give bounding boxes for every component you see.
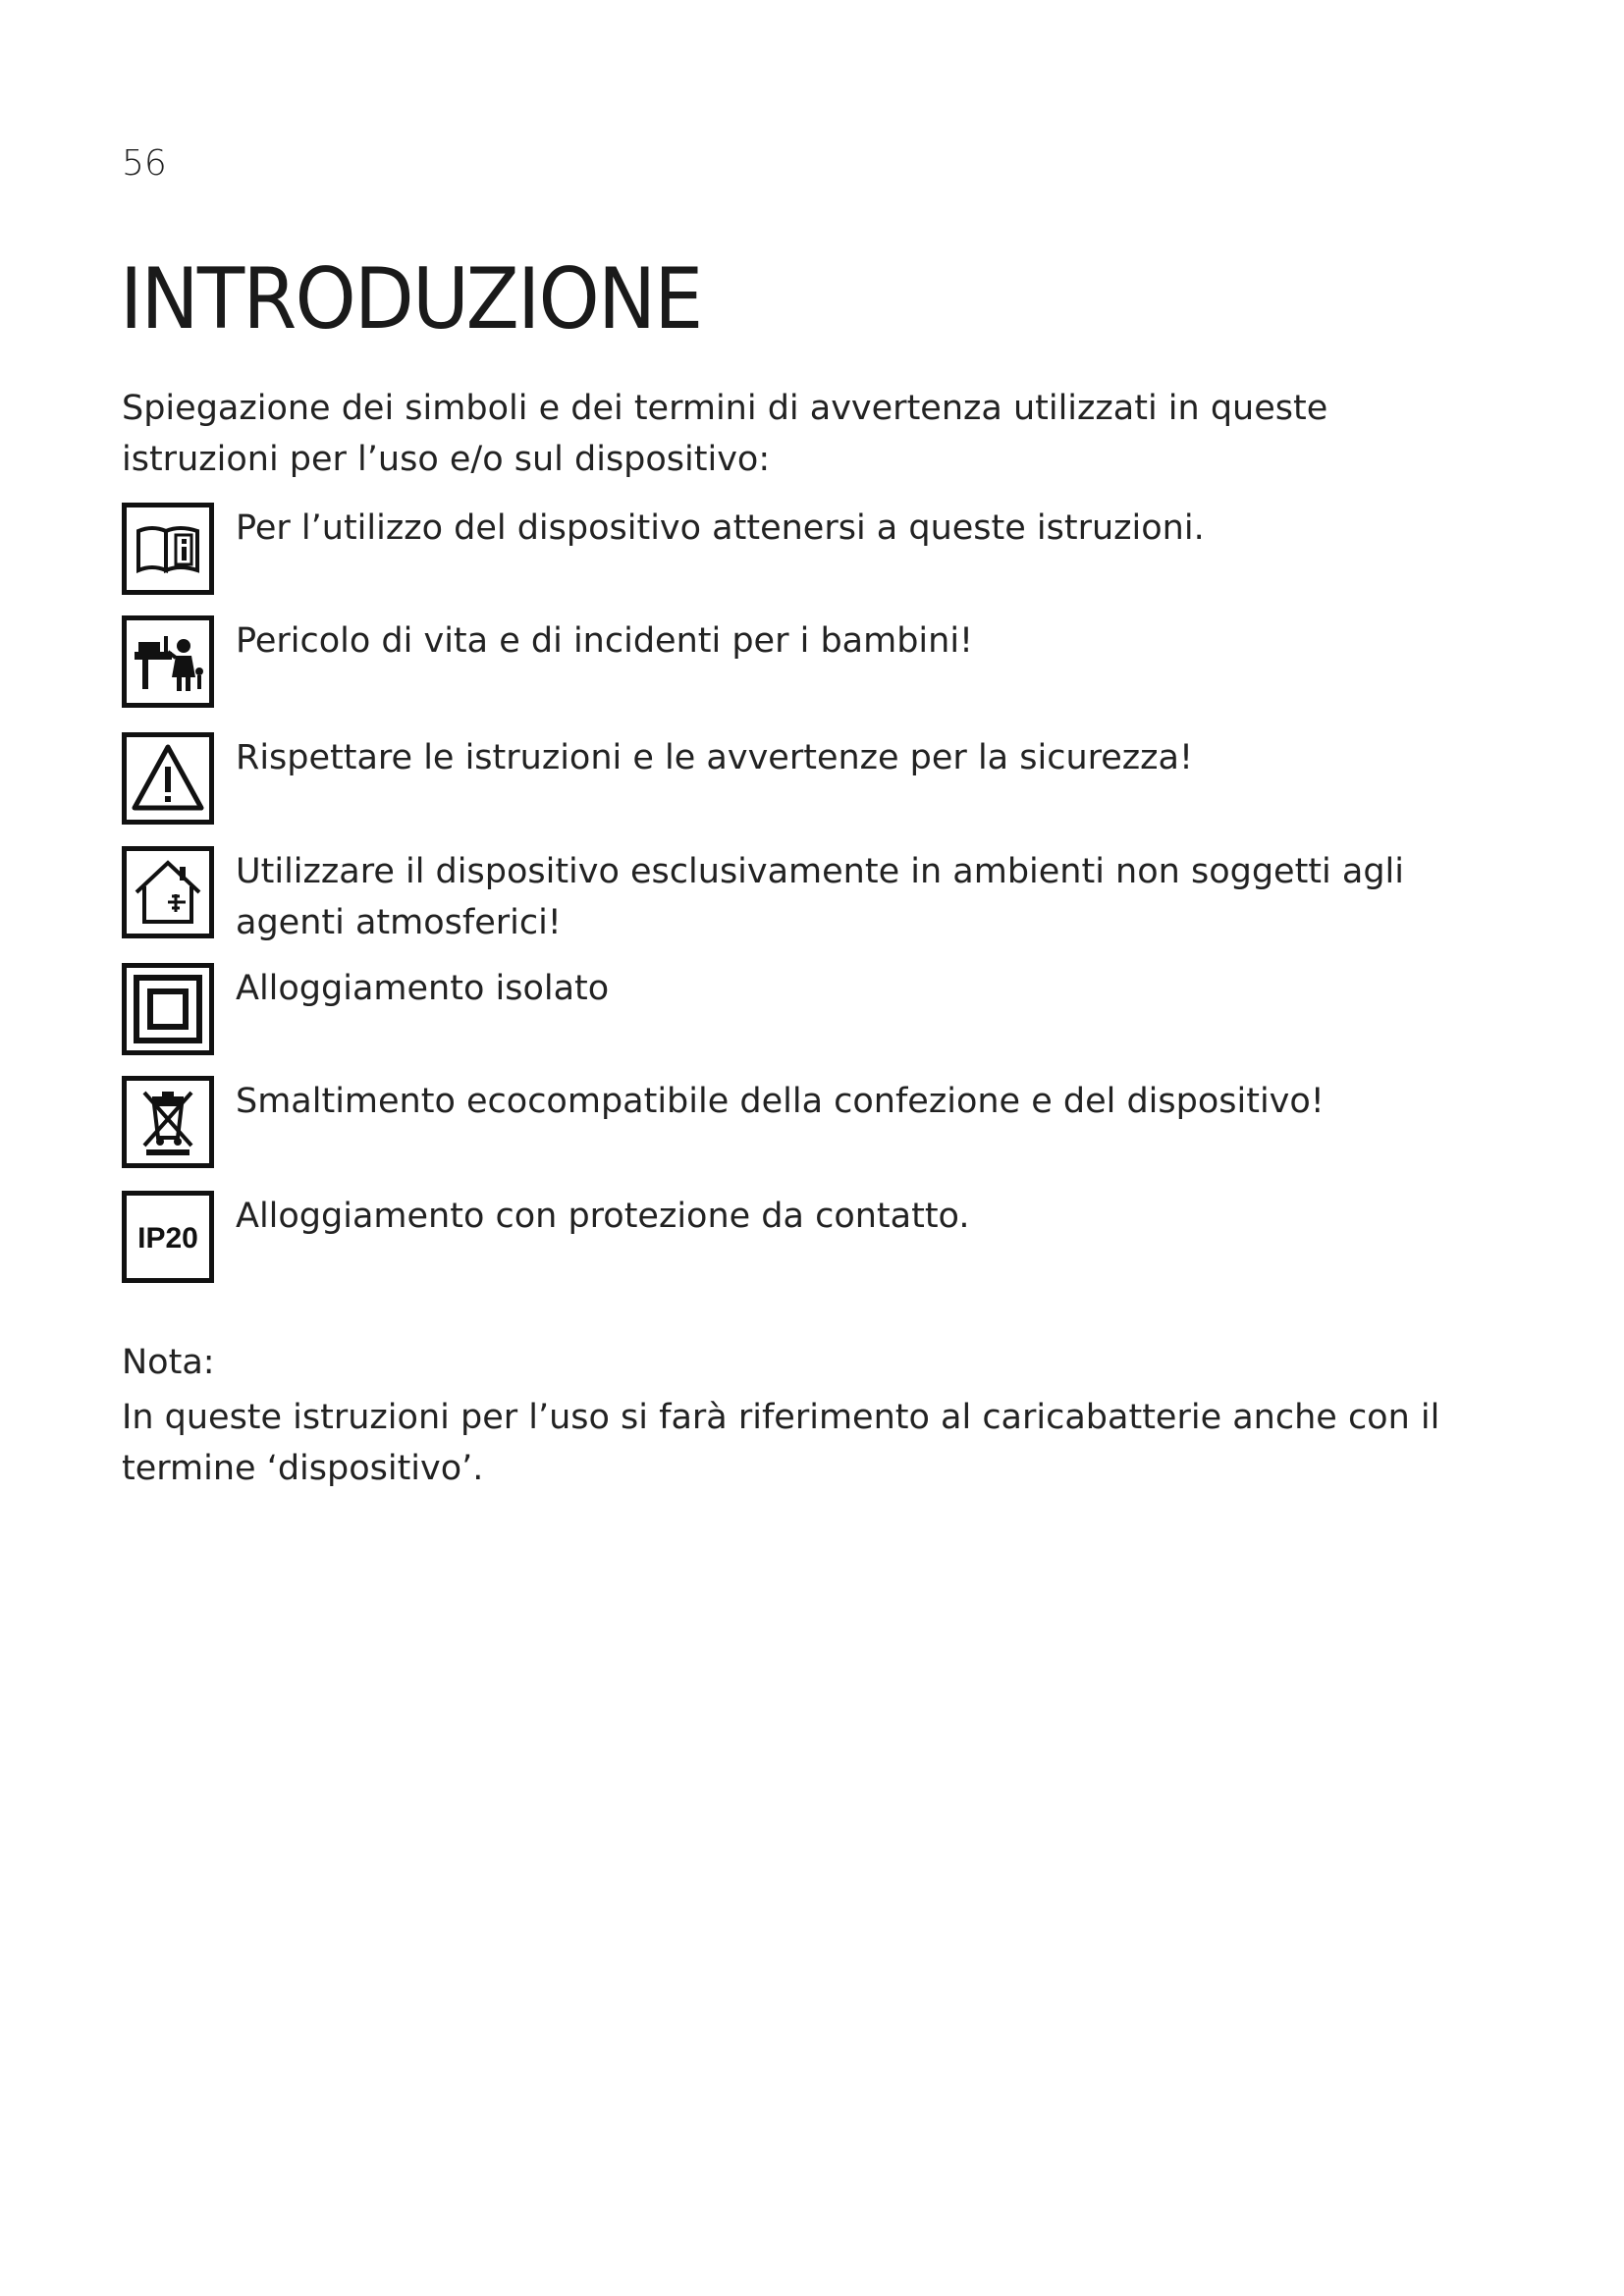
ip20-label: IP20 [137, 1222, 198, 1255]
symbol-text: Pericolo di vita e di incidenti per i bambini! [236, 621, 974, 661]
symbol-text: Smaltimento ecocompatibile della confezione e del dispositivo! [236, 1082, 1325, 1121]
symbol-row-insulation [122, 963, 1496, 1055]
warning-triangle-icon [122, 732, 214, 825]
page-number: 56 [122, 143, 167, 184]
note-label: Nota: [122, 1343, 215, 1382]
note-text: In queste istruzioni per l’uso si farà riferimento al caricabatterie anche con il termine ‘dispositivo’. [122, 1398, 1440, 1488]
ip20-icon [122, 1191, 214, 1283]
symbol-row-ip20 [122, 1191, 1496, 1283]
child-danger-icon [122, 615, 214, 708]
symbol-row-manual [122, 503, 1496, 595]
symbol-row-warning [122, 732, 1496, 825]
symbol-row-weee [122, 1076, 1496, 1168]
symbol-row-child-danger [122, 615, 1496, 708]
indoor-use-icon [122, 846, 214, 938]
symbol-text: Rispettare le istruzioni e le avvertenze per la sicurezza! [236, 738, 1194, 777]
weee-bin-icon [122, 1076, 214, 1168]
intro-paragraph: Spiegazione dei simboli e dei termini di avvertenza utilizzati in queste istruzioni per l’uso e/o sul dispositivo: [122, 389, 1328, 479]
page-title: INTRODUZIONE [120, 250, 702, 348]
symbol-text: Utilizzare il dispositivo esclusivamente in ambienti non soggetti agli agenti atmosferici! [236, 852, 1404, 942]
symbol-row-indoor [122, 846, 1496, 948]
double-insulation-icon [122, 963, 214, 1055]
symbol-text: Alloggiamento isolato [236, 969, 610, 1008]
symbol-text: Alloggiamento con protezione da contatto. [236, 1197, 970, 1236]
symbol-text: Per l’utilizzo del dispositivo attenersi a queste istruzioni. [236, 508, 1205, 548]
manual-info-icon [122, 503, 214, 595]
